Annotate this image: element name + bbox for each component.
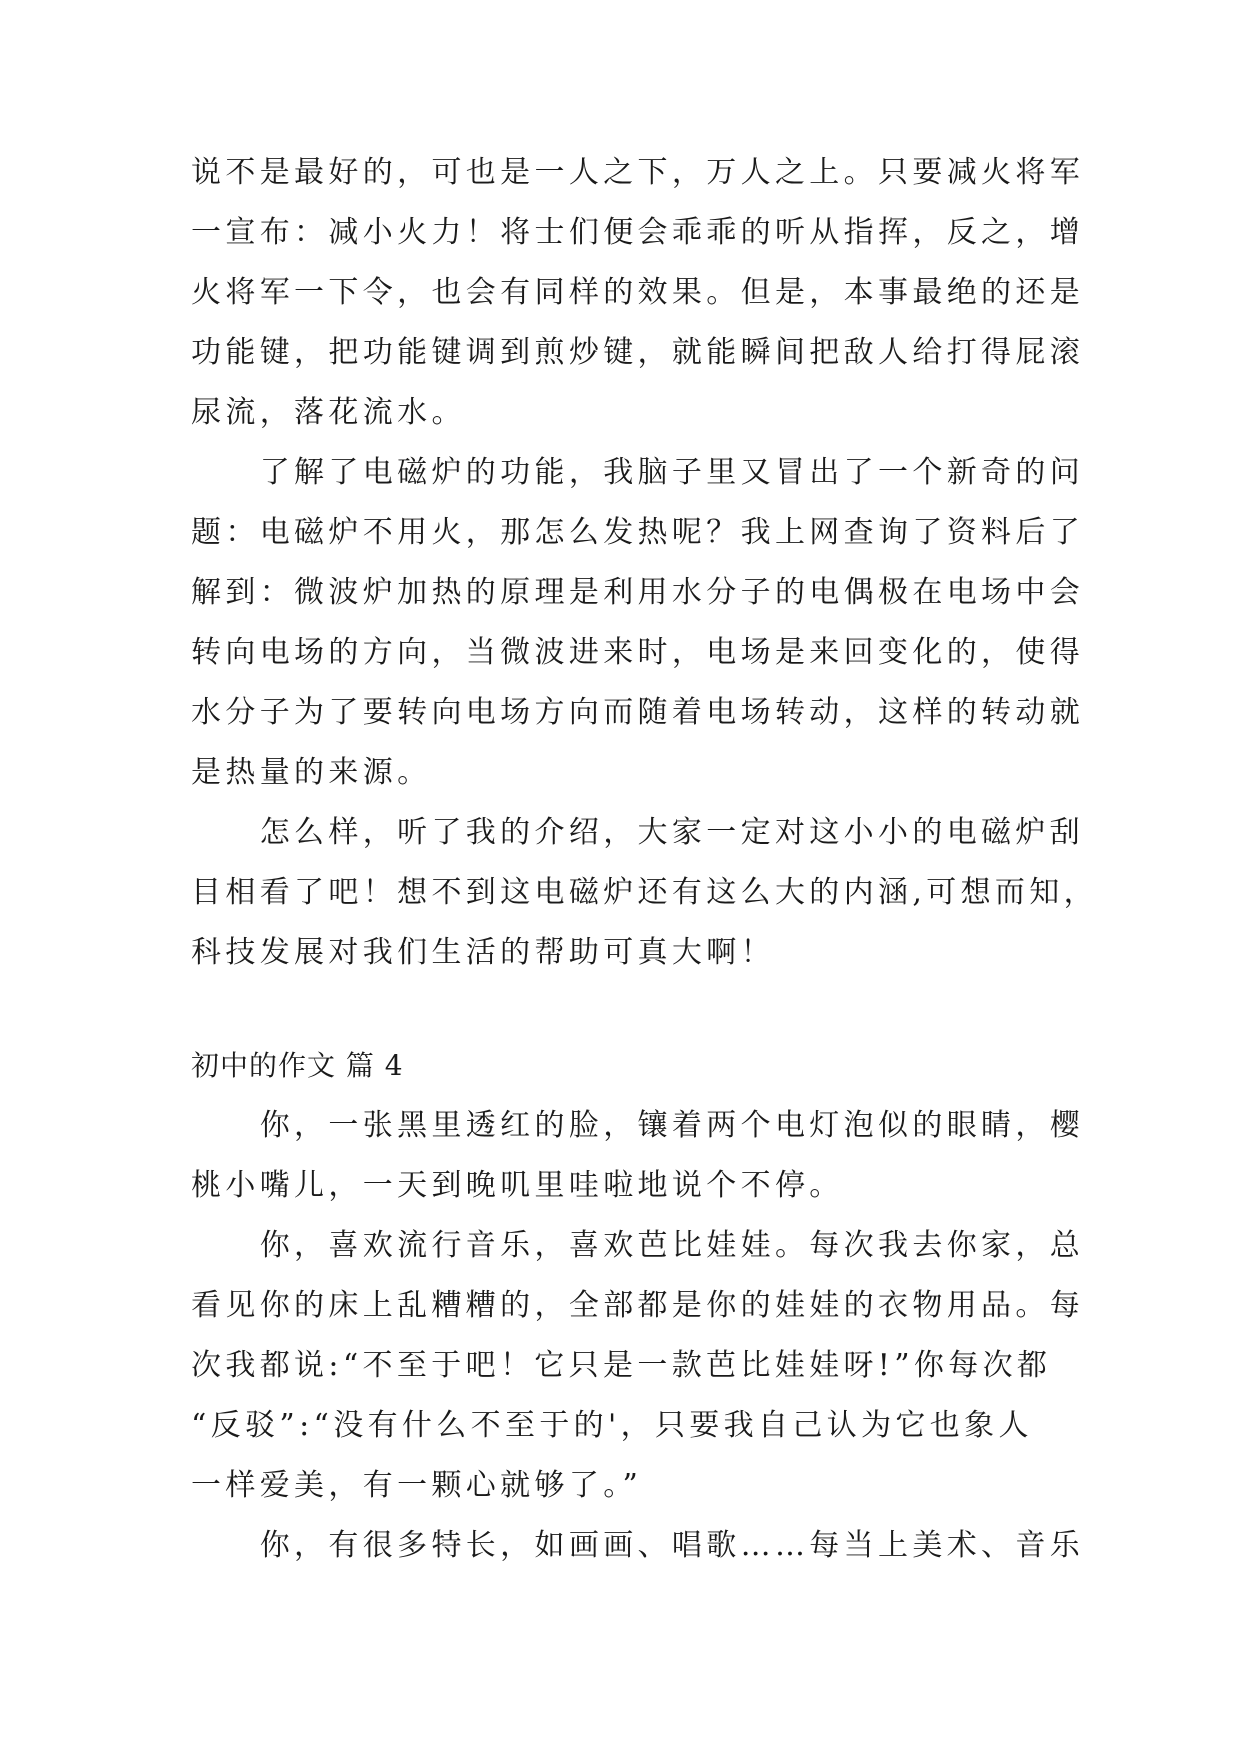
text-line: 水分子为了要转向电场方向而随着电场转动，这样的转动就	[191, 695, 1085, 730]
text-line: 目相看了吧！想不到这电磁炉还有这么大的内涵,可想而知，	[191, 875, 1098, 910]
text-line: 尿流，落花流水。	[191, 395, 466, 430]
text-line: “反驳”:“没有什么不至于的'，只要我自己认为它也象人	[191, 1408, 1033, 1443]
text-line: 桃小嘴儿，一天到晚叽里哇啦地说个不停。	[191, 1168, 844, 1203]
text-line: 了解了电磁炉的功能，我脑子里又冒出了一个新奇的问	[191, 455, 1085, 490]
text-line: 解到：微波炉加热的原理是利用水分子的电偶极在电场中会	[191, 575, 1085, 610]
text-line: 是热量的来源。	[191, 755, 432, 790]
text-line: 怎么样，听了我的介绍，大家一定对这小小的电磁炉刮	[191, 815, 1085, 850]
text-line: 一宣布：减小火力！将士们便会乖乖的听从指挥，反之，增	[191, 215, 1085, 250]
section-heading: 初中的作文 篇 4	[191, 1049, 404, 1082]
text-line: 看见你的床上乱糟糟的，全部都是你的娃娃的衣物用品。每	[191, 1288, 1085, 1323]
text-line: 转向电场的方向，当微波进来时，电场是来回变化的，使得	[191, 635, 1085, 670]
text-line: 题：电磁炉不用火，那怎么发热呢？我上网查询了资料后了	[191, 515, 1085, 550]
text-line: 功能键，把功能键调到煎炒键，就能瞬间把敌人给打得屁滚	[191, 335, 1085, 370]
text-line: 你，有很多特长，如画画、唱歌……每当上美术、音乐	[191, 1528, 1085, 1563]
text-line: 你，喜欢流行音乐，喜欢芭比娃娃。每次我去你家，总	[191, 1228, 1085, 1263]
text-line: 一样爱美，有一颗心就够了。”	[191, 1468, 643, 1503]
text-line: 火将军一下令，也会有同样的效果。但是，本事最绝的还是	[191, 275, 1085, 310]
text-line: 你，一张黑里透红的脸，镶着两个电灯泡似的眼睛，樱	[191, 1108, 1085, 1143]
text-line: 科技发展对我们生活的帮助可真大啊！	[191, 935, 775, 970]
text-line: 次我都说:“不至于吧！它只是一款芭比娃娃呀!”你每次都	[191, 1348, 1052, 1383]
text-line: 说不是最好的，可也是一人之下，万人之上。只要减火将军	[191, 155, 1085, 190]
